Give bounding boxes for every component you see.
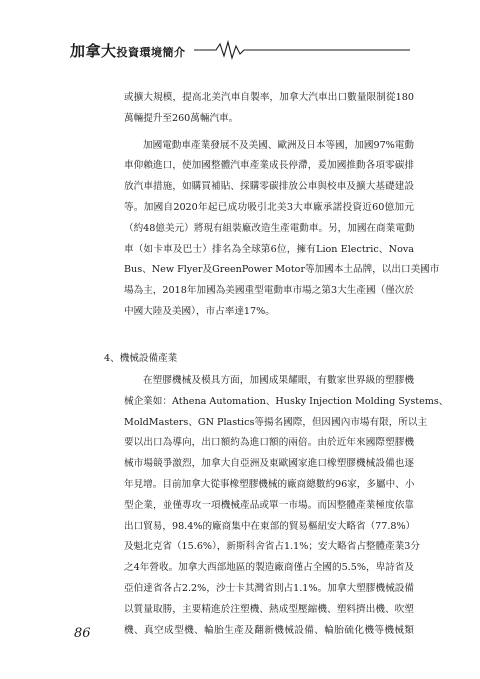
text-line: 械市場競爭激烈，加拿大自亞洲及東歐國家進口橡塑膠機械設備也逐 <box>124 458 414 470</box>
section-heading: 4、機械設備產業 <box>104 353 178 364</box>
text-line: 或擴大規模，提高北美汽車自製率，加拿大汽車出口數量限制從180 <box>124 92 414 103</box>
text-line: 放汽車措施，如購買補貼、採購零碳排放公車與校車及擴大基礎建設 <box>124 181 414 193</box>
text-line: 車仰賴進口，使加國整體汽車產業成長停滯，爰加國推動各項零碳排 <box>124 160 414 172</box>
text-line: 機、真空成型機、輪胎生產及翻新機械設備、輪胎硫化機等機械類 <box>124 624 414 636</box>
body-text <box>124 88 440 323</box>
text-line: 出口貿易，98.4%的廠商集中在東部的貿易樞紐安大略省（77.8%） <box>124 520 416 532</box>
text-line: MoldMasters、GN Plastics等揚名國際，但因國內市場有限，所以主 <box>124 416 428 428</box>
text-line: 場為主，2018年加國為美國重型電動車市場之第3大生產國（僅次於 <box>124 285 414 297</box>
text-line: 年見增。目前加拿大從事橡塑膠機械的廠商總數約96家，多屬中、小 <box>124 478 415 490</box>
header-wave-ornament <box>194 38 410 62</box>
header-title <box>70 40 186 61</box>
header-title-main: 加拿大 <box>70 42 117 60</box>
text-line: 以質量取勝，主要精進於注塑機、熱成型壓縮機、塑料擠出機、吹塑 <box>124 603 414 615</box>
text-line: 亞伯達省各占2.2%，沙士卡其灣省則占1.1%。加拿大塑膠機械設備 <box>124 582 414 594</box>
text-line: 萬輛提升至260萬輛汽車。 <box>124 112 239 124</box>
text-line: 加國電動車產業發展不及美國、歐洲及日本等國，加國97%電動 <box>143 139 414 151</box>
text-line: 中國大陸及美國），市占率達17%。 <box>124 305 275 317</box>
text-line: 要以出口為導向，出口額約為進口額的兩倍。由於近年來國際塑膠機 <box>124 437 414 449</box>
text-line: 械企業如：Athena Automation、Husky Injection Molding Systems、 <box>124 395 449 407</box>
text-line: 及魁北克省（15.6%），新斯科舍省占1.1%；安大略省占整體產業3分 <box>124 541 420 553</box>
page-number: 86 <box>74 626 91 641</box>
text-line: （約48億美元）將現有組裝廠改造生產電動車。另，加國在商業電動 <box>124 222 415 234</box>
text-line: 車（如卡車及巴士）排名為全球第6位，擁有Lion Electric、Nova <box>124 243 414 255</box>
running-header <box>70 38 410 62</box>
text-line: Bus、New Flyer及GreenPower Motor等加國本土品牌，以出口美國市 <box>124 264 440 276</box>
header-title-sub: 投資環境簡介 <box>116 46 186 59</box>
text-line: 在塑膠機械及模具方面，加國成果耀眼，有數家世界級的塑膠機 <box>143 375 414 386</box>
body-text-section4 <box>124 371 449 641</box>
text-line: 之4年營收。加拿大西部地區的製造廠商僅占全國的5.5%，卑詩省及 <box>124 562 414 574</box>
text-line: 型企業，並僅專攻一項機械產品或單一市場。而因整體產業極度依靠 <box>124 499 414 511</box>
text-line: 等。加國自2020年起已成功吸引北美3大車廠承諾投資近60億加元 <box>124 201 414 213</box>
